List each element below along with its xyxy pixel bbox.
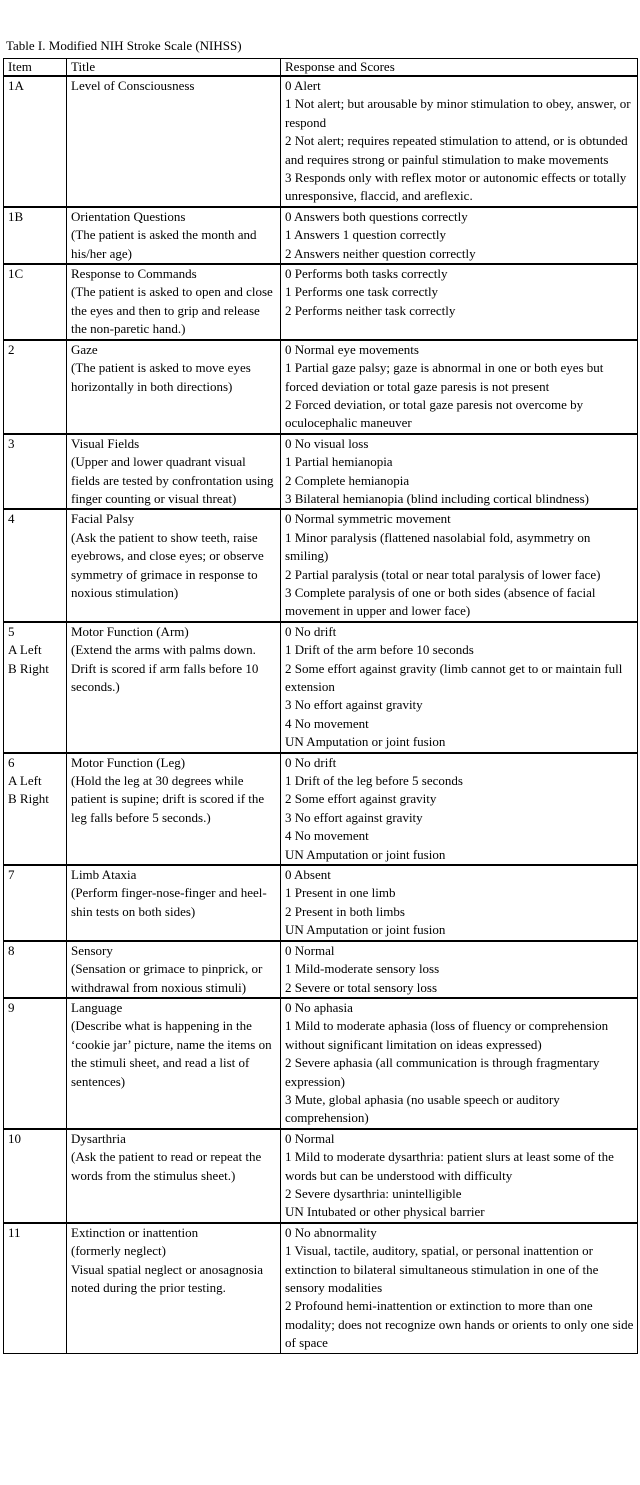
item-line: 8 (8, 942, 15, 958)
item-cell (4, 76, 67, 207)
table-row (4, 434, 638, 510)
response-line: 2 Not alert; requires repeated stimulation to attend, or is obtunded and requires strong or painful stimulation to make movements (285, 133, 628, 167)
title-cell (67, 509, 281, 621)
response-line: 3 No effort against gravity (285, 697, 423, 713)
response-line: 0 No aphasia (285, 999, 353, 1015)
title-line: (Ask the patient to show teeth, raise eyebrows, and close eyes; or observe symmetry of grimace in response to noxious stimulation) (71, 529, 264, 600)
title-line: Motor Function (Arm) (71, 623, 189, 639)
title-line: Language (71, 999, 123, 1015)
header-item: Item (4, 59, 67, 77)
item-line: A Left (8, 642, 42, 658)
response-line: 3 Complete paralysis of one or both sides (absence of facial movement in upper and lower face) (285, 584, 596, 619)
response-line: 2 Severe or total sensory loss (285, 979, 438, 995)
response-line: 0 Normal (285, 942, 335, 958)
title-line: (Hold the leg at 30 degrees while patient is supine; drift is scored if the leg falls before 5 seconds.) (71, 773, 265, 825)
item-cell (4, 941, 67, 998)
header-response: Response and Scores (281, 59, 638, 77)
nihss-table (3, 58, 638, 1354)
table-row (4, 76, 638, 207)
table-row (4, 207, 638, 264)
item-cell (4, 753, 67, 865)
response-line: 0 Normal eye movements (285, 341, 419, 357)
response-cell (281, 622, 638, 753)
title-cell (67, 1129, 281, 1223)
response-line: 0 Answers both questions correctly (285, 208, 468, 224)
item-line: 10 (8, 1130, 21, 1146)
item-line: 1B (8, 208, 24, 224)
title-cell (67, 1223, 281, 1353)
response-cell (281, 207, 638, 264)
response-line: 2 Present in both limbs (285, 903, 405, 919)
response-line: 2 Profound hemi-inattention or extinction to more than one modality; does not recognize own hands or orients to only one side of space (285, 1298, 634, 1351)
response-line: 2 Partial paralysis (total or near total paralysis of lower face) (285, 566, 601, 582)
response-line: 3 No effort against gravity (285, 809, 423, 825)
response-line: 3 Responds only with reflex motor or autonomic effects or totally unresponsive, flaccid, and areflexic. (285, 170, 627, 204)
item-cell (4, 998, 67, 1129)
response-line: 2 Some effort against gravity (285, 791, 437, 807)
response-cell (281, 1129, 638, 1223)
response-line: 0 No drift (285, 623, 337, 639)
table-body (4, 76, 638, 1353)
title-cell (67, 941, 281, 998)
title-cell (67, 865, 281, 941)
response-line: 1 Present in one limb (285, 885, 396, 901)
title-line: Visual spatial neglect or anosagnosia noted during the prior testing. (71, 1261, 263, 1295)
title-line: (The patient is asked the month and his/her age) (71, 227, 257, 261)
item-cell (4, 340, 67, 434)
title-line: Orientation Questions (71, 208, 186, 224)
response-line: UN Amputation or joint fusion (285, 734, 446, 750)
response-line: 0 No visual loss (285, 435, 369, 451)
item-cell (4, 509, 67, 621)
response-line: 3 Bilateral hemianopia (blind including cortical blindness) (285, 490, 589, 506)
response-line: 2 Answers neither question correctly (285, 245, 476, 261)
title-cell (67, 207, 281, 264)
table-row (4, 340, 638, 434)
response-cell (281, 941, 638, 998)
response-line: 1 Minor paralysis (flattened nasolabial fold, asymmetry on smiling) (285, 529, 591, 564)
response-cell (281, 76, 638, 207)
title-cell (67, 753, 281, 865)
response-cell (281, 434, 638, 510)
response-line: 1 Mild to moderate aphasia (loss of fluency or comprehension without significant limitation on ideas expressed) (285, 1018, 609, 1052)
response-line: 1 Partial hemianopia (285, 454, 393, 470)
title-line: Gaze (71, 341, 98, 357)
item-line: B Right (8, 791, 49, 807)
item-cell (4, 264, 67, 340)
table-row (4, 941, 638, 998)
item-line: 9 (8, 999, 15, 1015)
table-row (4, 753, 638, 865)
table-row (4, 509, 638, 621)
response-line: UN Amputation or joint fusion (285, 922, 446, 938)
title-line: (Extend the arms with palms down. Drift is scored if arm falls before 10 seconds.) (71, 642, 259, 694)
item-line: 7 (8, 867, 15, 883)
item-cell (4, 1223, 67, 1353)
response-line: 1 Mild to moderate dysarthria: patient slurs at least some of the words but can be understood with difficulty (285, 1149, 614, 1183)
title-line: Sensory (71, 942, 113, 958)
title-line: Extinction or inattention (71, 1224, 199, 1240)
title-line: Limb Ataxia (71, 867, 137, 883)
title-line: (Sensation or grimace to pinprick, or withdrawal from noxious stimuli) (71, 961, 263, 995)
response-line: 2 Complete hemianopia (285, 472, 410, 488)
title-cell (67, 998, 281, 1129)
response-line: UN Intubated or other physical barrier (285, 1204, 485, 1220)
item-line: 5 (8, 623, 15, 639)
response-line: 0 Absent (285, 867, 331, 883)
response-line: 0 No abnormality (285, 1224, 377, 1240)
table-caption: Table I. Modified NIH Stroke Scale (NIHSS) (6, 38, 242, 53)
table-row (4, 1223, 638, 1353)
item-line: B Right (8, 660, 49, 676)
header-title: Title (67, 59, 281, 77)
item-line: 1A (8, 78, 24, 93)
title-line: (Ask the patient to read or repeat the words from the stimulus sheet.) (71, 1149, 262, 1183)
response-cell (281, 509, 638, 621)
item-line: 3 (8, 435, 15, 451)
table-row (4, 865, 638, 941)
title-line: (The patient is asked to move eyes horizontally in both directions) (71, 360, 251, 394)
response-line: 2 Performs neither task correctly (285, 302, 456, 318)
response-line: 1 Partial gaze palsy; gaze is abnormal in one or both eyes but forced deviation or total gaze paresis is not present (285, 360, 604, 394)
response-line: 2 Some effort against gravity (limb cannot get to or maintain full extension (285, 660, 623, 694)
response-line: 1 Drift of the arm before 10 seconds (285, 642, 474, 658)
title-cell (67, 622, 281, 753)
title-cell (67, 434, 281, 510)
item-cell (4, 1129, 67, 1223)
response-line: 0 Alert (285, 78, 321, 93)
title-cell (67, 264, 281, 340)
response-line: 4 No movement (285, 715, 369, 731)
item-line: 1C (8, 266, 24, 282)
response-line: 1 Visual, tactile, auditory, spatial, or personal inattention or extinction to bilateral simultaneous stimulation in one of the sensory modalities (285, 1243, 599, 1295)
table-row (4, 622, 638, 753)
response-cell (281, 753, 638, 865)
response-line: 0 No drift (285, 754, 337, 770)
title-line: Dysarthria (71, 1130, 126, 1146)
title-line: Facial Palsy (71, 511, 135, 527)
title-cell (67, 340, 281, 434)
table-row (4, 264, 638, 340)
response-line: 0 Performs both tasks correctly (285, 266, 448, 282)
response-line: 3 Mute, global aphasia (no usable speech or auditory comprehension) (285, 1091, 560, 1126)
response-line: 1 Performs one task correctly (285, 284, 439, 300)
item-cell (4, 622, 67, 753)
response-line: 4 No movement (285, 828, 369, 844)
title-line: Level of Consciousness (71, 78, 195, 93)
title-line: (Upper and lower quadrant visual fields are tested by confrontation using finger counting or visual threat) (71, 454, 274, 506)
title-line: (Describe what is happening in the ‘cookie jar’ picture, name the items on the stimuli sheet, and read a list of sentences) (71, 1018, 272, 1089)
item-cell (4, 207, 67, 264)
table-row (4, 998, 638, 1129)
response-line: UN Amputation or joint fusion (285, 846, 446, 862)
response-line: 2 Severe aphasia (all communication is through fragmentary expression) (285, 1055, 600, 1089)
title-line: Visual Fields (71, 435, 140, 451)
title-line: Response to Commands (71, 266, 197, 282)
response-cell (281, 998, 638, 1129)
table-row (4, 1129, 638, 1223)
title-line: (formerly neglect) (71, 1243, 166, 1259)
title-line: Motor Function (Leg) (71, 754, 186, 770)
item-line: 6 (8, 754, 15, 770)
response-line: 2 Forced deviation, or total gaze paresis not overcome by oculocephalic maneuver (285, 396, 584, 431)
response-line: 1 Drift of the leg before 5 seconds (285, 773, 463, 789)
response-line: 1 Not alert; but arousable by minor stimulation to obey, answer, or respond (285, 96, 631, 130)
response-line: 1 Answers 1 question correctly (285, 227, 447, 243)
response-line: 2 Severe dysarthria: unintelligible (285, 1185, 462, 1201)
response-cell (281, 264, 638, 340)
title-line: (Perform finger-nose-finger and heel-shin tests on both sides) (71, 885, 267, 919)
item-cell (4, 865, 67, 941)
item-cell (4, 434, 67, 510)
title-line: (The patient is asked to open and close the eyes and then to grip and release the non-paretic hand.) (71, 284, 273, 337)
response-cell (281, 1223, 638, 1353)
item-line: A Left (8, 773, 42, 789)
response-cell (281, 340, 638, 434)
response-line: 0 Normal symmetric movement (285, 511, 451, 527)
table-header-row (4, 59, 638, 77)
response-line: 0 Normal (285, 1130, 335, 1146)
title-cell (67, 76, 281, 207)
item-line: 4 (8, 511, 15, 527)
response-line: 1 Mild-moderate sensory loss (285, 961, 440, 977)
item-line: 11 (8, 1224, 21, 1240)
item-line: 2 (8, 341, 15, 357)
response-cell (281, 865, 638, 941)
